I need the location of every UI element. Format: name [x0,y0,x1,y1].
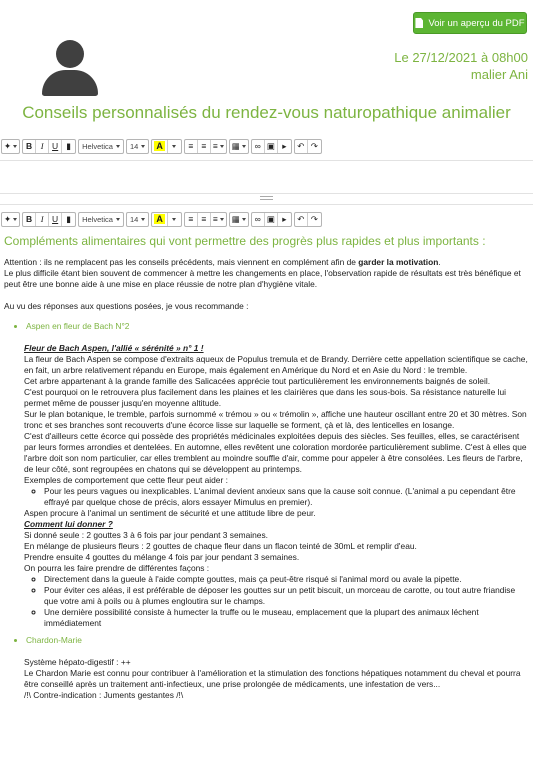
paragraph: Si donné seule : 2 gouttes 3 à 6 fois par jour pendant 3 semaines. [24,530,268,540]
text-color-label: A [156,141,163,151]
how-to-heading: Comment lui donner ? [24,519,113,529]
editor-toolbar-1 [0,136,533,156]
item-label: Aspen en fleur de Bach N°2 [26,321,130,331]
paragraph: En mélange de plusieurs fleurs : 2 gouttes de chaque fleur dans un flacon teinté de 30mL et remplir d'eau. [24,541,417,551]
underline-button[interactable]: U [49,140,62,153]
resize-grip-icon[interactable] [260,196,273,200]
italic-button[interactable]: I [36,140,49,153]
intro-text-bold: garder la motivation [358,257,439,267]
table-group-2 [229,212,249,227]
undo-icon[interactable]: ↶ [295,140,308,153]
image-icon[interactable]: ▣ [265,213,278,226]
magic-wand-icon[interactable]: ✦ [2,213,19,226]
list-item: ◦ Une dernière possibilité consiste à humecter la truffe ou le museau, emplacement que la plupart des animaux léchent immédiatement [44,607,529,629]
image-icon[interactable]: ▣ [265,140,278,153]
numbered-list-icon[interactable]: ≡ [198,140,211,153]
font-family-value: Helvetica [82,141,113,151]
paragraph: Cet arbre appartenant à la grande famille des Salicacées apprécie tout particulièrement les environnements baignés de soleil. [24,376,491,386]
style-group [1,139,20,154]
avatar-body-icon [42,70,98,96]
pdf-preview-button[interactable] [413,12,527,34]
intro-text-a: Attention : ils ne remplacent pas les conseils précédents, mais viennent en complément afin de [4,257,359,267]
magic-wand-icon[interactable]: ✦ [2,140,19,153]
undo-icon[interactable]: ↶ [295,213,308,226]
intro-paragraph-2: Le plus difficile étant bien souvent de commencer à mettre les changements en place, l'observation rapide de résultats est très bénéfique et peut être une bonne aide à une mise en place réussie de notre plan d'hygiène vitale. [4,268,521,289]
color-group-2 [151,212,182,227]
numbered-list-icon[interactable]: ≡ [198,213,211,226]
link-icon[interactable]: ∞ [252,140,265,153]
document-icon [415,18,423,28]
font-family-select[interactable] [78,212,124,227]
paragraph: Aspen procure à l'animal un sentiment de sécurité et une attitude libre de peur. [24,508,316,518]
align-icon[interactable]: ≡ [211,213,226,226]
list-item [26,635,529,701]
methods-list [44,574,529,629]
pdf-preview-label: Voir un aperçu du PDF [428,17,525,29]
recommendation-list [26,321,529,701]
list-item [26,321,529,629]
editor-divider-1 [0,160,533,161]
eraser-icon[interactable]: ▮ [66,140,71,151]
text-color-label: A [156,214,163,224]
font-family-value: Helvetica [82,214,113,224]
appointment-date: Le 27/12/2021 à 08h00 [394,50,528,65]
paragraph: Sur le plan botanique, le tremble, parfois surnommé « trémou » ou « trémolin », affiche une hauteur oscillant entre 20 et 30 mètres. Son tronc et ses branches sont recouverts d'une écorce lisse sur laquelle se forment, çà et là, des lenticelles en losange. [24,409,527,430]
avatar-head-icon [56,40,84,68]
italic-button[interactable]: I [36,213,49,226]
video-icon[interactable]: ▸ [282,213,287,224]
paragraph: C'est d'ailleurs cette écorce qui possède des propriétés médicinales exploitées depuis des siècles. Ses feuilles, elles, se caractérisent par leurs formes arrondies et dentelées. En automne, elles revêtent une coloration mordorée particulièrement sublime. C'est à elles que l'arbre doit son nom particulier, car elles tremblent au moindre souffle d'air, comme pour appeler à être consolées. Les fleurs de l'arbre, de leur côté, sont regroupées en chatons qui se développent au printemps. [24,431,527,474]
video-icon[interactable]: ▸ [282,140,287,151]
history-group-2 [294,212,322,227]
page-title: Conseils personnalisés du rendez-vous naturopathique animalier [22,103,511,122]
editor-divider-3 [0,204,533,205]
list-item: ◦ Directement dans la gueule à l'aide compte gouttes, mais ça peut-être risqué si l'animal mord ou avale la pipette. [44,574,529,585]
underline-button[interactable]: U [49,213,62,226]
table-icon[interactable]: ▦ [230,140,248,153]
history-group [294,139,322,154]
bullet-list-icon[interactable]: ≡ [185,140,198,153]
item-body [24,657,529,701]
paragraph: On pourra les faire prendre de différentes façons : [24,563,210,573]
color-group [151,139,182,154]
format-group [22,139,76,154]
style-group-2 [1,212,20,227]
list-item: ◦ Pour éviter ces aléas, il est préférable de déposer les gouttes sur un petit biscuit, un morceau de carotte, ou tout autre friandise que votre ami à poils ou à plumes engloutira sur le champs. [44,585,529,607]
intro-text-c: . [438,257,441,267]
text-color-button[interactable] [152,213,168,226]
font-size-value: 14 [129,214,139,224]
paragraph: Prendre ensuite 4 gouttes du mélange 4 fois par jour pendant 3 semaines. [24,552,300,562]
table-group [229,139,249,154]
editor-divider-2 [0,193,533,194]
section-title: Compléments alimentaires qui vont permettre des progrès plus rapides et plus importants : [4,234,486,248]
avatar [42,40,98,96]
insert-group [251,139,292,154]
list-group-2 [184,212,227,227]
behavior-list [44,486,529,508]
intro-paragraph-1 [4,257,529,268]
paragraph: Exemples de comportement que cette fleur peut aider : [24,475,228,485]
format-group-2 [22,212,76,227]
item-heading: Fleur de Bach Aspen, l'allié « sérénité » n° 1 ! [24,343,204,353]
author-name: malier Ani [470,67,528,82]
editor-content[interactable] [4,236,529,701]
paragraph: C'est pourquoi on le retrouvera plus facilement dans les plaines et les clairières que dans les sous-bois. Sa résistance naturelle lui permet même de pousser jusqu'en moyenne altitude. [24,387,507,408]
bold-button[interactable]: B [23,213,36,226]
bullet-list-icon[interactable]: ≡ [185,213,198,226]
font-family-select[interactable] [78,139,124,154]
paragraph: Le Chardon Marie est connu pour contribuer à l'amélioration et la stimulation des fonctions hépatiques notamment du cheval et pourra être conseillé après un traitement anti-infectieux, une prise prolongée de médicaments, une infestation de vers... [24,668,521,689]
intro-paragraph-3: Au vu des réponses aux questions posées, je vous recommande : [4,301,249,311]
redo-icon[interactable]: ↷ [310,213,318,224]
list-item: ◦ Pour les peurs vagues ou inexplicables. L'animal devient anxieux sans que la cause soit connue. (L'animal a pu cependant être effrayé par quelque chose de précis, alors essayer Mimulus en premier). [44,486,529,508]
insert-group-2 [251,212,292,227]
bold-button[interactable]: B [23,140,36,153]
list-group [184,139,227,154]
editor-toolbar-2 [0,209,533,229]
eraser-icon[interactable]: ▮ [66,213,71,224]
paragraph: Système hépato-digestif : ++ [24,657,131,667]
link-icon[interactable]: ∞ [252,213,265,226]
color-dropdown-button[interactable] [168,140,181,153]
font-size-select[interactable] [126,139,149,154]
color-dropdown-button[interactable] [168,213,181,226]
text-color-button[interactable] [152,140,168,153]
font-size-select[interactable] [126,212,149,227]
paragraph: La fleur de Bach Aspen se compose d'extraits aqueux de Populus tremula et de Brandy. Derrière cette appellation scientifique se cache, en fait, un arbre relativement répandu en Europe, mais également en Amérique du Nord et en Asie du Nord : le tremble. [24,354,528,375]
font-size-value: 14 [129,141,139,151]
redo-icon[interactable]: ↷ [310,140,318,151]
paragraph: /!\ Contre-indication : Juments gestantes /!\ [24,690,184,700]
item-body [24,343,529,629]
align-icon[interactable]: ≡ [211,140,226,153]
item-label: Chardon-Marie [26,635,82,645]
table-icon[interactable]: ▦ [230,213,248,226]
